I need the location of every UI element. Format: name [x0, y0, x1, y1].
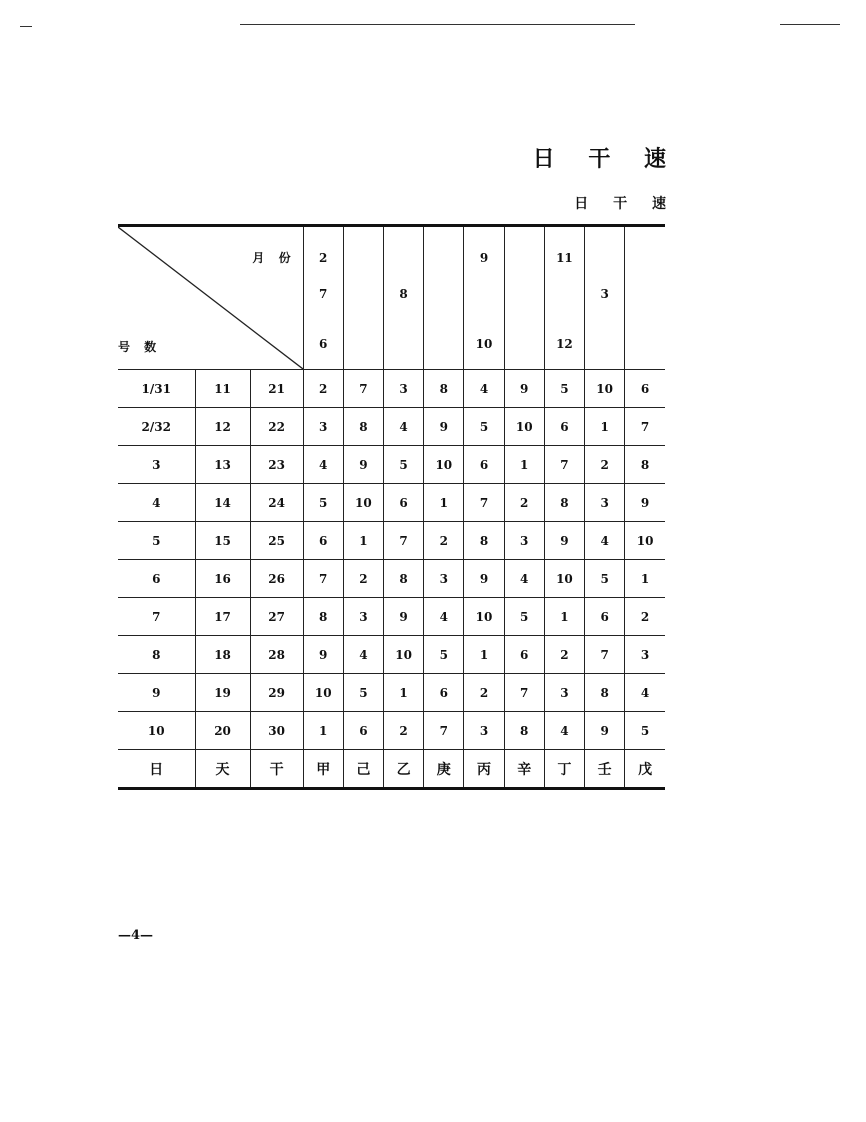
value-cell: 6: [504, 636, 544, 674]
value-cell: 8: [585, 674, 625, 712]
day-cell: 18: [195, 636, 250, 674]
footer-label: 天: [195, 750, 250, 789]
value-cell: 3: [625, 636, 665, 674]
table-title: 日 干 速: [574, 196, 666, 212]
month-number: 11: [556, 251, 573, 265]
value-cell: 3: [585, 484, 625, 522]
stem-cell: 辛: [504, 750, 544, 789]
value-cell: 10: [544, 560, 584, 598]
value-cell: 2: [585, 446, 625, 484]
value-cell: 9: [504, 370, 544, 408]
stem-cell: 戊: [625, 750, 665, 789]
day-cell: 28: [250, 636, 303, 674]
value-cell: 7: [303, 560, 343, 598]
month-number: 8: [399, 287, 408, 301]
stem-cell: 丙: [464, 750, 504, 789]
value-cell: 4: [384, 408, 424, 446]
value-cell: 1: [625, 560, 665, 598]
value-cell: 8: [625, 446, 665, 484]
value-cell: 6: [303, 522, 343, 560]
value-cell: 9: [464, 560, 504, 598]
value-cell: 4: [585, 522, 625, 560]
value-cell: 1: [343, 522, 383, 560]
day-cell: 3: [118, 446, 195, 484]
value-cell: 8: [343, 408, 383, 446]
stem-cell: 庚: [424, 750, 464, 789]
value-cell: 1: [424, 484, 464, 522]
value-cell: 4: [343, 636, 383, 674]
value-cell: 10: [504, 408, 544, 446]
value-cell: 8: [504, 712, 544, 750]
day-stem-table: [118, 224, 665, 790]
month-number: 6: [319, 337, 328, 351]
month-header-cell: [464, 226, 504, 370]
stem-cell: 乙: [384, 750, 424, 789]
table-row: [118, 370, 665, 408]
value-cell: 2: [303, 370, 343, 408]
value-cell: 3: [384, 370, 424, 408]
month-label: 月 份: [252, 251, 291, 265]
day-label: 号 数: [118, 340, 157, 354]
day-cell: 27: [250, 598, 303, 636]
day-cell: 25: [250, 522, 303, 560]
stem-cell: 己: [343, 750, 383, 789]
value-cell: 6: [464, 446, 504, 484]
month-header-cell: [585, 226, 625, 370]
day-cell: 10: [118, 712, 195, 750]
month-header-cell: [625, 226, 665, 370]
day-cell: 11: [195, 370, 250, 408]
value-cell: 5: [504, 598, 544, 636]
value-cell: 7: [585, 636, 625, 674]
value-cell: 6: [384, 484, 424, 522]
value-cell: 9: [544, 522, 584, 560]
value-cell: 1: [585, 408, 625, 446]
day-cell: 1/31: [118, 370, 195, 408]
value-cell: 2: [544, 636, 584, 674]
value-cell: 5: [544, 370, 584, 408]
day-cell: 26: [250, 560, 303, 598]
day-cell: 22: [250, 408, 303, 446]
value-cell: 8: [384, 560, 424, 598]
value-cell: 3: [303, 408, 343, 446]
value-cell: 1: [464, 636, 504, 674]
month-header-cell: [424, 226, 464, 370]
value-cell: 4: [625, 674, 665, 712]
value-cell: 5: [343, 674, 383, 712]
value-cell: 4: [424, 598, 464, 636]
month-number: 9: [479, 251, 489, 265]
value-cell: 3: [504, 522, 544, 560]
table-row: [118, 484, 665, 522]
value-cell: 6: [544, 408, 584, 446]
scan-line: [780, 24, 840, 25]
day-cell: 8: [118, 636, 195, 674]
value-cell: 1: [384, 674, 424, 712]
footer-label: 干: [250, 750, 303, 789]
day-cell: 15: [195, 522, 250, 560]
month-header-cell: [303, 226, 343, 370]
day-cell: 20: [195, 712, 250, 750]
value-cell: 10: [585, 370, 625, 408]
page-number: —4—: [118, 928, 154, 943]
value-cell: 2: [343, 560, 383, 598]
value-cell: 8: [303, 598, 343, 636]
value-cell: 10: [384, 636, 424, 674]
value-cell: 2: [424, 522, 464, 560]
day-cell: 12: [195, 408, 250, 446]
day-cell: 23: [250, 446, 303, 484]
value-cell: 2: [625, 598, 665, 636]
value-cell: 5: [303, 484, 343, 522]
value-cell: 7: [464, 484, 504, 522]
value-cell: 4: [544, 712, 584, 750]
day-cell: 9: [118, 674, 195, 712]
value-cell: 8: [464, 522, 504, 560]
value-cell: 3: [544, 674, 584, 712]
month-header-cell: [384, 226, 424, 370]
value-cell: 6: [424, 674, 464, 712]
day-cell: 2/32: [118, 408, 195, 446]
value-cell: 10: [625, 522, 665, 560]
table-row: [118, 522, 665, 560]
scan-mark: [20, 26, 32, 27]
value-cell: 1: [303, 712, 343, 750]
month-number: 2: [319, 251, 328, 265]
table-row: [118, 598, 665, 636]
value-cell: 3: [343, 598, 383, 636]
value-cell: 9: [343, 446, 383, 484]
page-title: 日 干 速: [532, 147, 666, 172]
value-cell: 3: [464, 712, 504, 750]
day-cell: 17: [195, 598, 250, 636]
value-cell: 10: [343, 484, 383, 522]
value-cell: 3: [424, 560, 464, 598]
value-cell: 4: [303, 446, 343, 484]
table-row: [118, 636, 665, 674]
day-cell: 16: [195, 560, 250, 598]
day-cell: 14: [195, 484, 250, 522]
value-cell: 1: [504, 446, 544, 484]
scan-line: [240, 24, 635, 25]
month-header-cell: [504, 226, 544, 370]
value-cell: 6: [625, 370, 665, 408]
table-row: [118, 674, 665, 712]
value-cell: 5: [625, 712, 665, 750]
value-cell: 8: [424, 370, 464, 408]
day-cell: 4: [118, 484, 195, 522]
value-cell: 5: [424, 636, 464, 674]
month-header-cell: [343, 226, 383, 370]
value-cell: 9: [424, 408, 464, 446]
day-cell: 6: [118, 560, 195, 598]
value-cell: 2: [384, 712, 424, 750]
value-cell: 5: [464, 408, 504, 446]
day-cell: 21: [250, 370, 303, 408]
day-cell: 5: [118, 522, 195, 560]
value-cell: 10: [424, 446, 464, 484]
day-cell: 30: [250, 712, 303, 750]
value-cell: 6: [343, 712, 383, 750]
month-number: 7: [319, 287, 328, 301]
value-cell: 7: [544, 446, 584, 484]
value-cell: 6: [585, 598, 625, 636]
day-cell: 13: [195, 446, 250, 484]
value-cell: 7: [424, 712, 464, 750]
value-cell: 1: [544, 598, 584, 636]
table-row: [118, 408, 665, 446]
table-row: [118, 446, 665, 484]
value-cell: 7: [625, 408, 665, 446]
value-cell: 9: [585, 712, 625, 750]
value-cell: 8: [544, 484, 584, 522]
value-cell: 7: [384, 522, 424, 560]
header-row: [118, 226, 665, 370]
month-number: 12: [556, 337, 573, 351]
value-cell: 9: [303, 636, 343, 674]
value-cell: 5: [585, 560, 625, 598]
value-cell: 7: [343, 370, 383, 408]
day-cell: 29: [250, 674, 303, 712]
stem-cell: 壬: [585, 750, 625, 789]
table-row: [118, 712, 665, 750]
table-row: [118, 560, 665, 598]
day-cell: 7: [118, 598, 195, 636]
value-cell: 2: [464, 674, 504, 712]
value-cell: 10: [464, 598, 504, 636]
day-cell: 24: [250, 484, 303, 522]
stem-cell: 丁: [544, 750, 584, 789]
footer-label: 日: [118, 750, 195, 789]
diagonal-header-cell: [118, 226, 303, 370]
stem-row: [118, 750, 665, 789]
value-cell: 7: [504, 674, 544, 712]
value-cell: 2: [504, 484, 544, 522]
value-cell: 4: [464, 370, 504, 408]
value-cell: 9: [625, 484, 665, 522]
month-number: 10: [475, 337, 493, 351]
month-number: 3: [600, 287, 609, 301]
month-header-cell: [544, 226, 584, 370]
value-cell: 4: [504, 560, 544, 598]
value-cell: 5: [384, 446, 424, 484]
day-cell: 19: [195, 674, 250, 712]
value-cell: 9: [384, 598, 424, 636]
value-cell: 10: [303, 674, 343, 712]
stem-cell: 甲: [303, 750, 343, 789]
